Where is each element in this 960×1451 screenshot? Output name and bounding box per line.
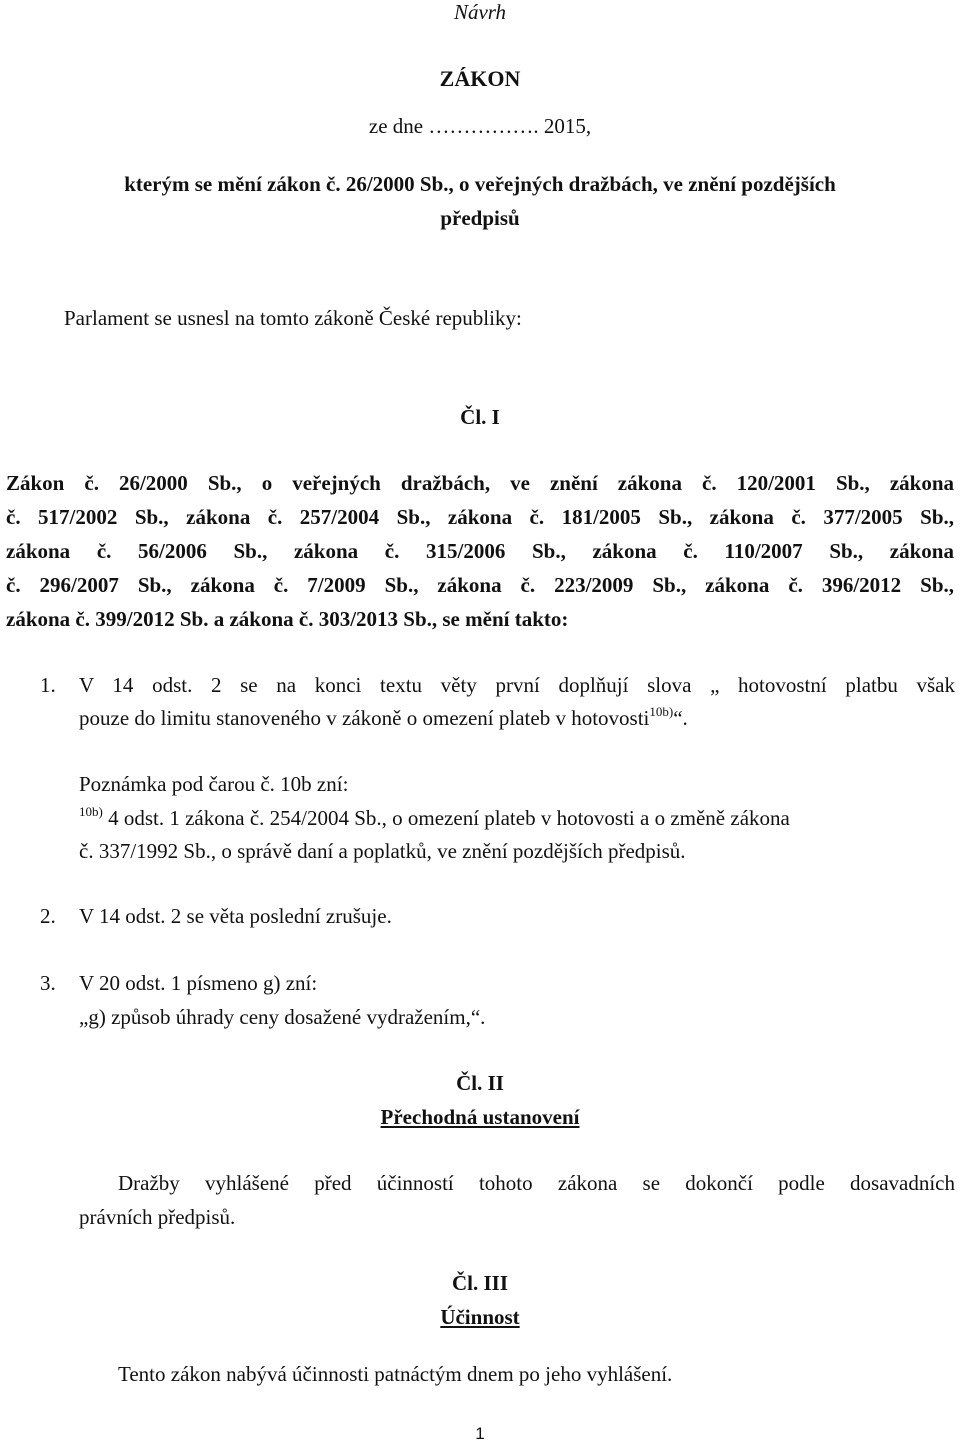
article-1-heading: Čl. I — [460, 405, 500, 429]
law-subject-line-2: předpisů — [440, 206, 520, 230]
draft-label: Návrh — [453, 0, 507, 24]
item-3-line-1: V 20 odst. 1 písmeno g) zní: — [79, 971, 318, 995]
law-title: ZÁKON — [439, 66, 521, 91]
article-3-heading: Čl. III — [451, 1271, 509, 1295]
item-2-number: 2. — [40, 904, 56, 928]
law-date: ze dne ……………. 2015, — [368, 114, 592, 138]
footnote-title: Poznámka pod čarou č. 10b zní: — [79, 772, 349, 796]
preamble: Parlament se usnesl na tomto zákoně České republiky: — [64, 306, 522, 330]
item-3-line-2: „g) způsob úhrady ceny dosažené vydražením,“. — [79, 1005, 486, 1029]
law-subject-line-1: kterým se mění zákon č. 26/2000 Sb., o veřejných dražbách, ve znění pozdějších — [124, 172, 836, 196]
footnote-mark: 10b) — [79, 804, 103, 819]
item-3-number: 3. — [40, 971, 56, 995]
article-1-line-2: č. 517/2002 Sb., zákona č. 257/2004 Sb., zákona č. 181/2005 Sb., zákona č. 377/2005 Sb., — [6, 505, 954, 529]
footnote-line-2: č. 337/1992 Sb., o správě daní a poplatků, ve znění pozdějších předpisů. — [79, 839, 686, 863]
article-1-line-3: zákona č. 56/2006 Sb., zákona č. 315/2006 Sb., zákona č. 110/2007 Sb., zákona — [6, 539, 954, 563]
article-1-line-5: zákona č. 399/2012 Sb. a zákona č. 303/2013 Sb., se mění takto: — [6, 607, 569, 631]
item-1-line-1: V 14 odst. 2 se na konci textu věty první doplňují slova „ hotovostní platbu však — [79, 673, 955, 697]
article-1-line-1: Zákon č. 26/2000 Sb., o veřejných dražbách, ve znění zákona č. 120/2001 Sb., zákona — [6, 471, 954, 495]
footnote-line-1: $^{10b)}$ 4 odst. 1 zákona č. 254/2004 Sb., o omezení plateb v hotovosti a o změně zákona — [79, 804, 790, 830]
item-2-text: V 14 odst. 2 se věta poslední zrušuje. — [79, 904, 392, 928]
article-3-text: Tento zákon nabývá účinnosti patnáctým dnem po jeho vyhlášení. — [118, 1362, 673, 1386]
footnote-ref: 10b) — [649, 704, 674, 719]
article-2-heading: Čl. II — [456, 1071, 504, 1095]
article-2-subheading: Přechodná ustanovení — [380, 1105, 580, 1129]
article-2-line-1: Dražby vyhlášené před účinností tohoto zákona se dokončí podle dosavadních — [118, 1171, 955, 1195]
article-1-line-4: č. 296/2007 Sb., zákona č. 7/2009 Sb., zákona č. 223/2009 Sb., zákona č. 396/2012 Sb., — [6, 573, 954, 597]
item-1-number: 1. — [40, 673, 56, 697]
article-2-line-2: právních předpisů. — [79, 1205, 236, 1229]
page-number: 1 — [475, 1424, 485, 1443]
article-3-subheading: Účinnost — [440, 1305, 520, 1329]
item-1-line-2: pouze do limitu stanoveného v zákoně o omezení plateb v hotovosti$^{10b)}$“. — [79, 704, 688, 730]
